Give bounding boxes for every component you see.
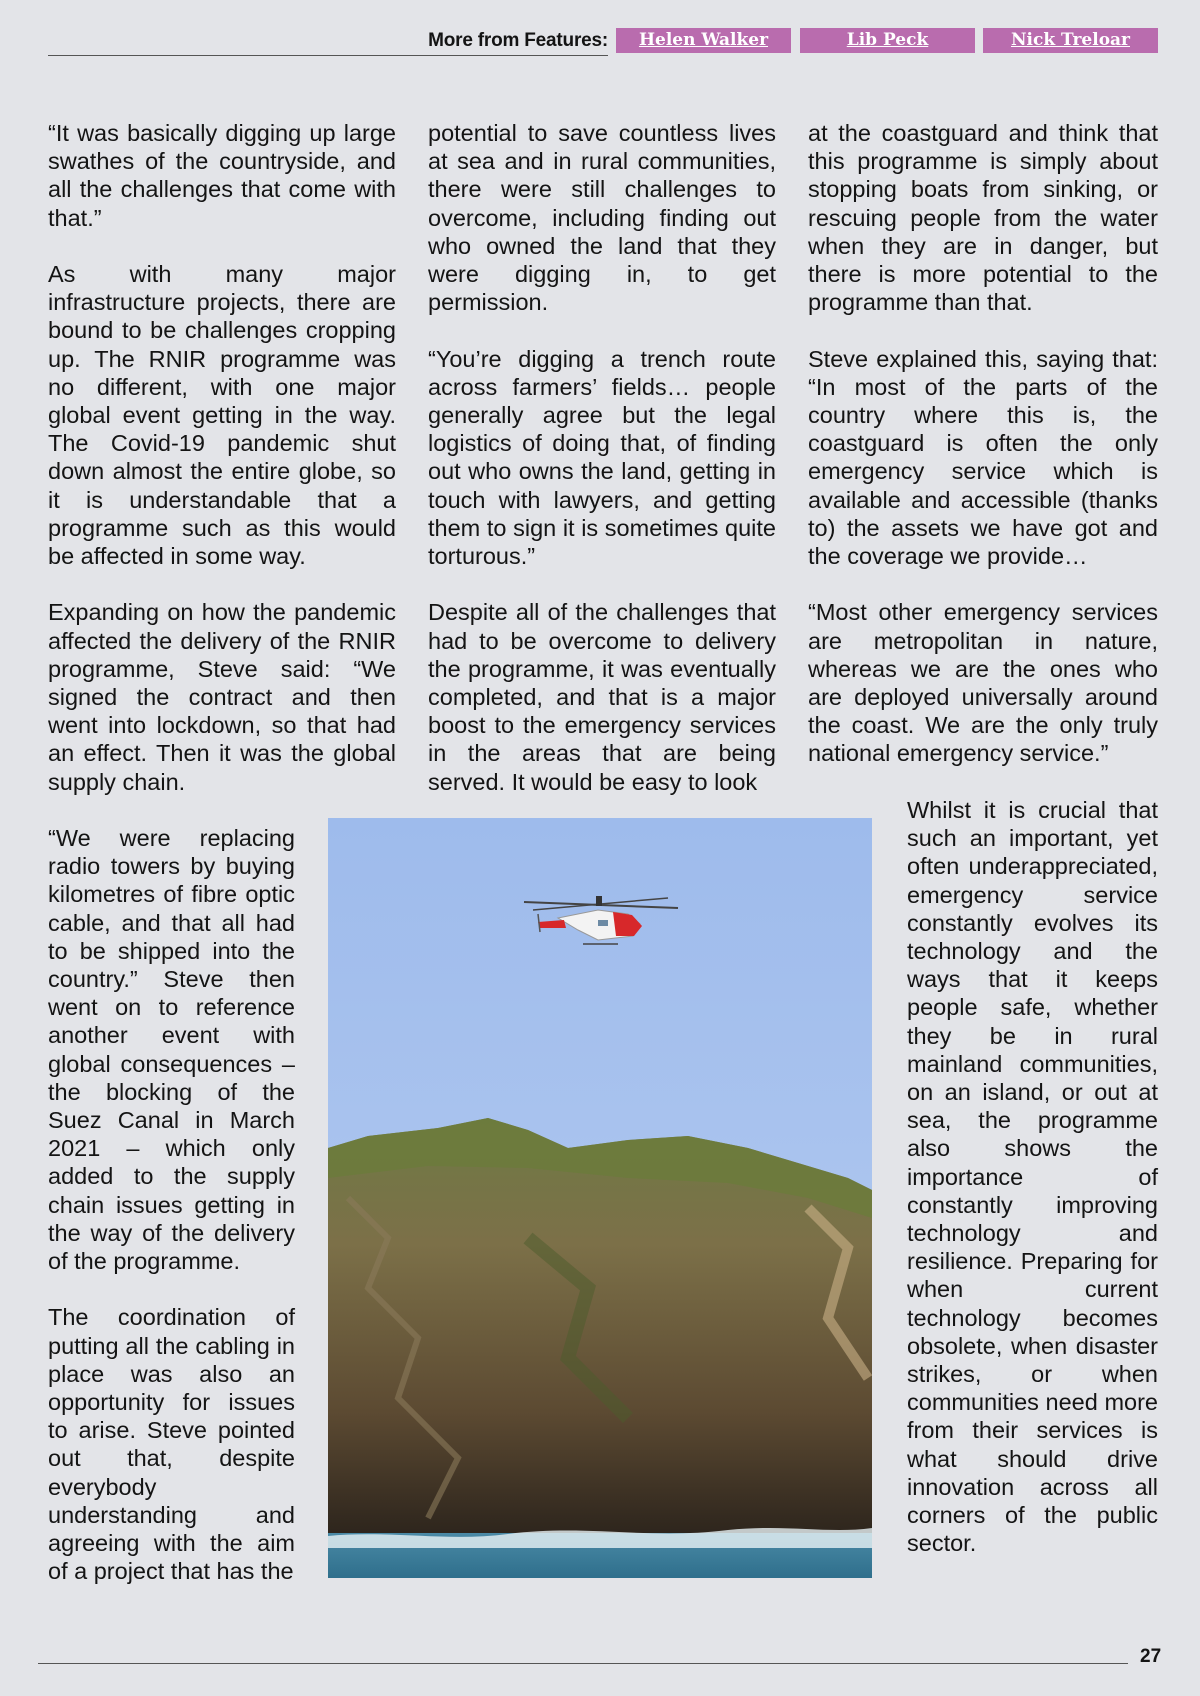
- link-lib-peck[interactable]: Lib Peck: [800, 28, 975, 53]
- more-from-features-label: More from Features:: [428, 30, 608, 51]
- footer-rule: [38, 1663, 1128, 1664]
- coastguard-helicopter-photo: [328, 818, 872, 1578]
- column-1-bottom: [48, 824, 295, 1585]
- paragraph: “It was basically digging up large swathes of the countryside, and all the challenges that come with that.”: [48, 120, 396, 231]
- column-1-top: [48, 119, 396, 796]
- paragraph: Whilst it is crucial that such an important, yet often underappreciated, emergency service constantly evolves its technology and the ways that it keeps people safe, whether they be in rural mainland communities, on an island, or out at sea, the programme also shows the importance of constantly improving technology and resilience. Preparing for when current technology becomes obsolete, when disaster strikes, or when communities need more from their services is what should drive innovation across all corners of the public sector.: [907, 797, 1158, 1557]
- header-rule: [48, 55, 608, 56]
- column-2: [428, 119, 776, 796]
- paragraph: at the coastguard and think that this programme is simply about stopping boats from sinking, or rescuing people from the water when they are in danger, but there is more potential to the programme than that.: [808, 120, 1158, 316]
- column-3-top: [808, 119, 1158, 768]
- paragraph: Steve explained this, saying that: “In most of the parts of the country where this is, the coastguard is often the only emergency service which is available and accessible (thanks to) the assets we have got and the coverage we provide…: [808, 345, 1158, 570]
- paragraph: “We were replacing radio towers by buying kilometres of fibre optic cable, and that all had to be shipped into the country.” Steve then went on to reference another event with global consequences – the blocking of the Suez Canal in March 2021 – which only added to the supply chain issues getting in the way of the delivery of the programme.: [48, 825, 295, 1275]
- more-from-features-bar: [48, 28, 1158, 58]
- paragraph: The coordination of putting all the cabling in place was also an opportunity for issues to arise. Steve pointed out that, despite everybody understanding and agreeing with the aim of a project that has the: [48, 1304, 295, 1585]
- link-helen-walker[interactable]: Helen Walker: [616, 28, 791, 53]
- link-nick-treloar[interactable]: Nick Treloar: [983, 28, 1158, 53]
- paragraph: “Most other emergency services are metropolitan in nature, whereas we are the ones who are deployed universally around the coast. We are the only truly national emergency service.”: [808, 599, 1158, 767]
- paragraph: Despite all of the challenges that had to be overcome to delivery the programme, it was eventually completed, and that is a major boost to the emergency services in the areas that are being served. It would be easy to look: [428, 599, 776, 795]
- page-number: 27: [1140, 1646, 1162, 1667]
- paragraph: “You’re digging a trench route across farmers’ fields… people generally agree but the legal logistics of doing that, of finding out who owns the land, getting in touch with lawyers, and getting them to sign it is sometimes quite torturous.”: [428, 345, 776, 570]
- paragraph: potential to save countless lives at sea and in rural communities, there were still challenges to overcome, including finding out who owned the land that they were digging in, to get permission.: [428, 120, 776, 316]
- paragraph: As with many major infrastructure projects, there are bound to be challenges cropping up. The RNIR programme was no different, with one major global event getting in the way. The Covid-19 pandemic shut down almost the entire globe, so it is understandable that a programme such as this would be affected in some way.: [48, 261, 396, 570]
- column-3-bottom: [907, 796, 1158, 1557]
- paragraph: Expanding on how the pandemic affected the delivery of the RNIR programme, Steve said: “We signed the contract and then went into lockdown, so that had an effect. Then it was the global supply chain.: [48, 599, 396, 795]
